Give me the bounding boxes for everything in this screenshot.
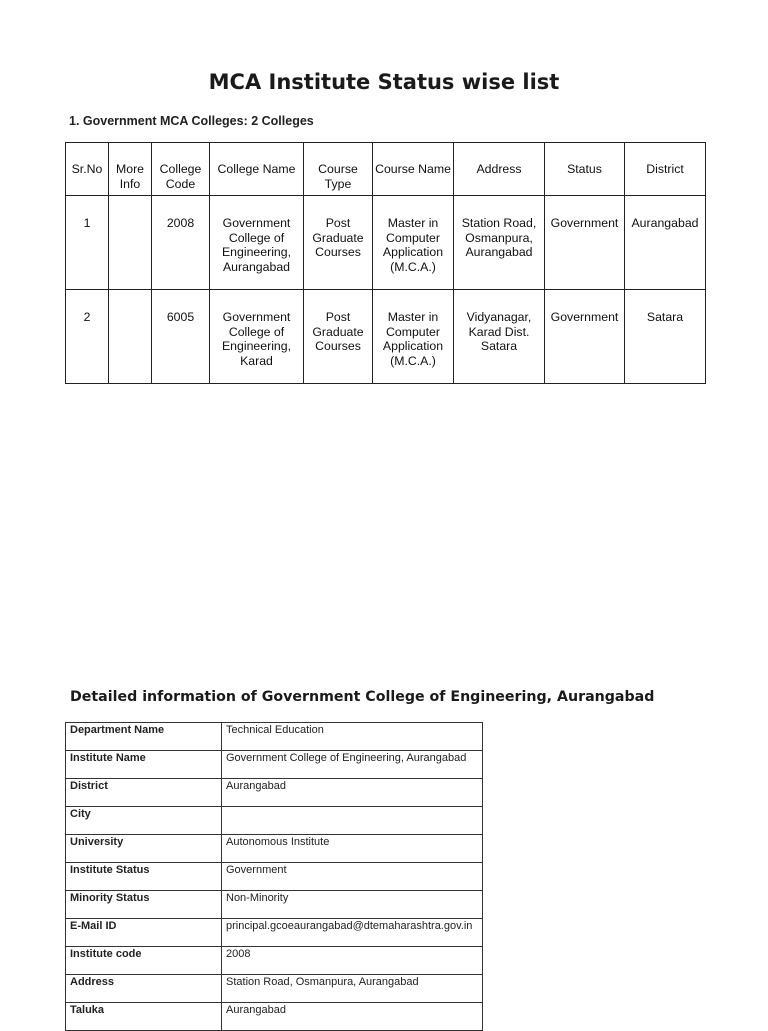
detail-label: Institute Name [66,751,222,779]
detail-row [66,975,483,1003]
detail-heading: Detailed information of Government College of Engineering, Aurangabad [70,689,655,705]
detail-label: E-Mail ID [66,919,222,947]
detail-value: Non-Minority [222,891,483,919]
detail-row [66,835,483,863]
cell-college-code: 6005 [152,290,210,384]
cell-address: Vidyanagar, Karad Dist. Satara [454,290,545,384]
table-row [66,290,706,384]
cell-college-name: Government College of Engineering, Karad [210,290,304,384]
detail-value: Technical Education [222,723,483,751]
detail-value: Government College of Engineering, Aurangabad [222,751,483,779]
header-college-name: College Name [210,143,304,196]
header-district: District [625,143,706,196]
header-address: Address [454,143,545,196]
header-college-code: College Code [152,143,210,196]
detail-label: Institute code [66,947,222,975]
detail-value: Autonomous Institute [222,835,483,863]
detail-value: Aurangabad [222,779,483,807]
detail-row [66,723,483,751]
cell-status: Government [545,290,625,384]
cell-course-name: Master in Computer Application (M.C.A.) [373,290,454,384]
detail-row [66,891,483,919]
header-more-info: More Info [109,143,152,196]
detail-label: City [66,807,222,835]
detail-row [66,751,483,779]
header-course-type: Course Type [304,143,373,196]
detail-label: Department Name [66,723,222,751]
detail-label: Minority Status [66,891,222,919]
header-course-name: Course Name [373,143,454,196]
detail-value: Station Road, Osmanpura, Aurangabad [222,975,483,1003]
cell-more-info[interactable] [109,290,152,384]
header-status: Status [545,143,625,196]
page-title: MCA Institute Status wise list [208,70,560,94]
cell-college-code: 2008 [152,196,210,290]
cell-course-name: Master in Computer Application (M.C.A.) [373,196,454,290]
detail-value: 2008 [222,947,483,975]
detail-value: Government [222,863,483,891]
detail-label: Address [66,975,222,1003]
detail-label: Institute Status [66,863,222,891]
cell-district: Satara [625,290,706,384]
cell-college-name: Government College of Engineering, Aurangabad [210,196,304,290]
cell-more-info[interactable] [109,196,152,290]
section-subtitle: 1. Government MCA Colleges: 2 Colleges [69,114,314,128]
detail-row [66,1003,483,1031]
detail-row [66,947,483,975]
detail-row [66,807,483,835]
detail-label: University [66,835,222,863]
detail-row [66,779,483,807]
header-sr-no: Sr.No [66,143,109,196]
cell-status: Government [545,196,625,290]
detail-label: District [66,779,222,807]
cell-address: Station Road, Osmanpura, Aurangabad [454,196,545,290]
detail-value: Aurangabad [222,1003,483,1031]
detail-row [66,919,483,947]
cell-sr-no: 2 [66,290,109,384]
college-detail-table [65,722,483,1031]
college-list-table [65,142,706,384]
cell-district: Aurangabad [625,196,706,290]
detail-row [66,863,483,891]
table-header-row [66,143,706,196]
detail-email-value[interactable]: principal.gcoeaurangabad@dtemaharashtra.gov.in [222,919,483,947]
cell-sr-no: 1 [66,196,109,290]
detail-label: Taluka [66,1003,222,1031]
table-row [66,196,706,290]
detail-value [222,807,483,835]
cell-course-type: Post Graduate Courses [304,196,373,290]
cell-course-type: Post Graduate Courses [304,290,373,384]
